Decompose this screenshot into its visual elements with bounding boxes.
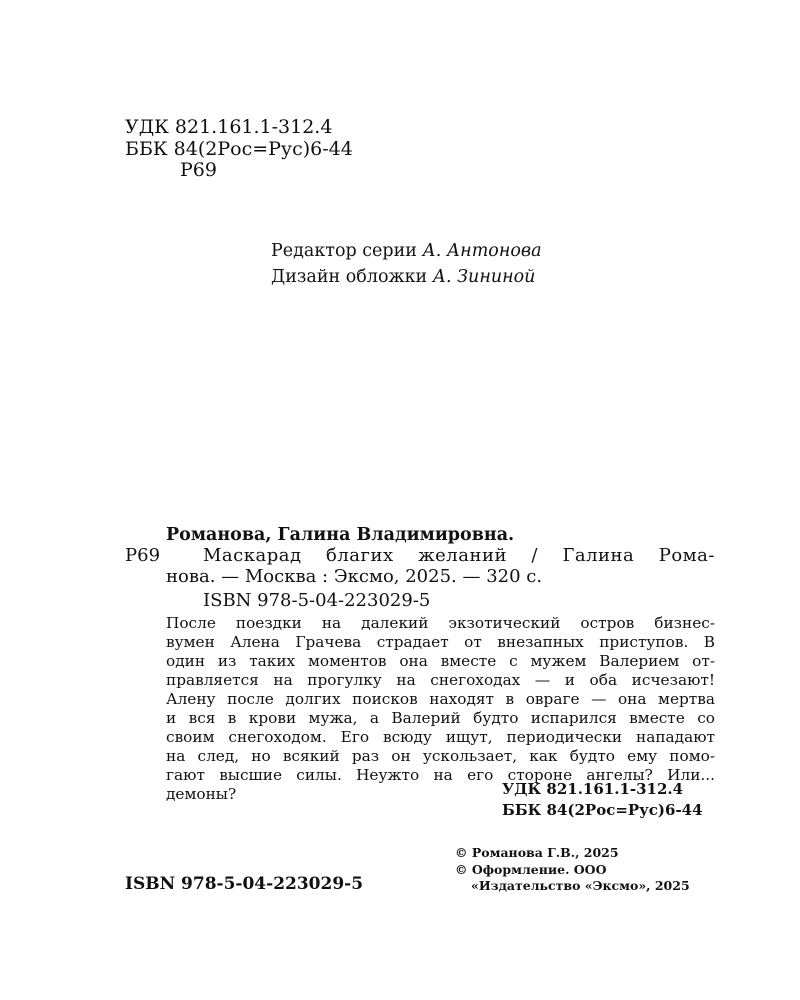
footer-isbn: ISBN 978-5-04-223029-5	[125, 874, 364, 894]
series-editor-label: Редактор серии	[271, 241, 417, 261]
cover-design-label: Дизайн обложки	[271, 267, 428, 287]
annotation-line: один из таких моментов она вместе с мужем Валерием от-	[166, 652, 715, 670]
record-title-line2: нова. — Москва : Эксмо, 2025. — 320 с.	[166, 566, 543, 587]
annotation-line: своим снегоходом. Его всюду ищут, периодически нападают	[166, 728, 715, 746]
copyright-design: © Оформление. ООО	[455, 862, 607, 877]
annotation-line: правляется на прогулку на снегоходах — и оба исчезают!	[166, 671, 715, 689]
annotation-line: на след, но всякий раз он ускользает, как будто ему помо-	[166, 747, 715, 765]
header-index: Р69	[180, 159, 217, 181]
cover-design-name: А. Зининой	[432, 267, 536, 287]
copyright-publisher: «Издательство «Эксмо», 2025	[471, 878, 690, 893]
annotation-line: и вся в крови мужа, а Валерий будто испарился вместе со	[166, 709, 715, 727]
annotation-line: Алену после долгих поисков находят в овраге — она мертва	[166, 690, 715, 708]
series-editor-name: А. Антонова	[422, 241, 542, 261]
series-editor-credit	[271, 240, 542, 262]
record-title-line1: Маскарад благих желаний / Галина Рома-	[203, 545, 715, 566]
copyright-author: © Романова Г.В., 2025	[455, 845, 619, 860]
record-index: Р69	[125, 545, 161, 566]
header-bbk: ББК 84(2Рос=Рус)6-44	[125, 138, 353, 160]
cover-design-credit	[271, 266, 535, 288]
record-bbk: ББК 84(2Рос=Рус)6-44	[502, 801, 703, 819]
annotation-line: гают высшие силы. Неужто на его стороне ангелы? Или...	[166, 766, 715, 784]
record-isbn: ISBN 978-5-04-223029-5	[203, 590, 431, 611]
annotation-line: вумен Алена Грачева страдает от внезапных приступов. В	[166, 633, 715, 651]
annotation-line: демоны?	[166, 785, 237, 803]
header-udk: УДК 821.161.1-312.4	[125, 116, 333, 138]
record-udk: УДК 821.161.1-312.4	[502, 780, 684, 798]
record-annotation	[166, 614, 715, 804]
record-author: Романова, Галина Владимировна.	[166, 525, 515, 545]
annotation-line: После поездки на далекий экзотический остров бизнес-	[166, 614, 715, 632]
